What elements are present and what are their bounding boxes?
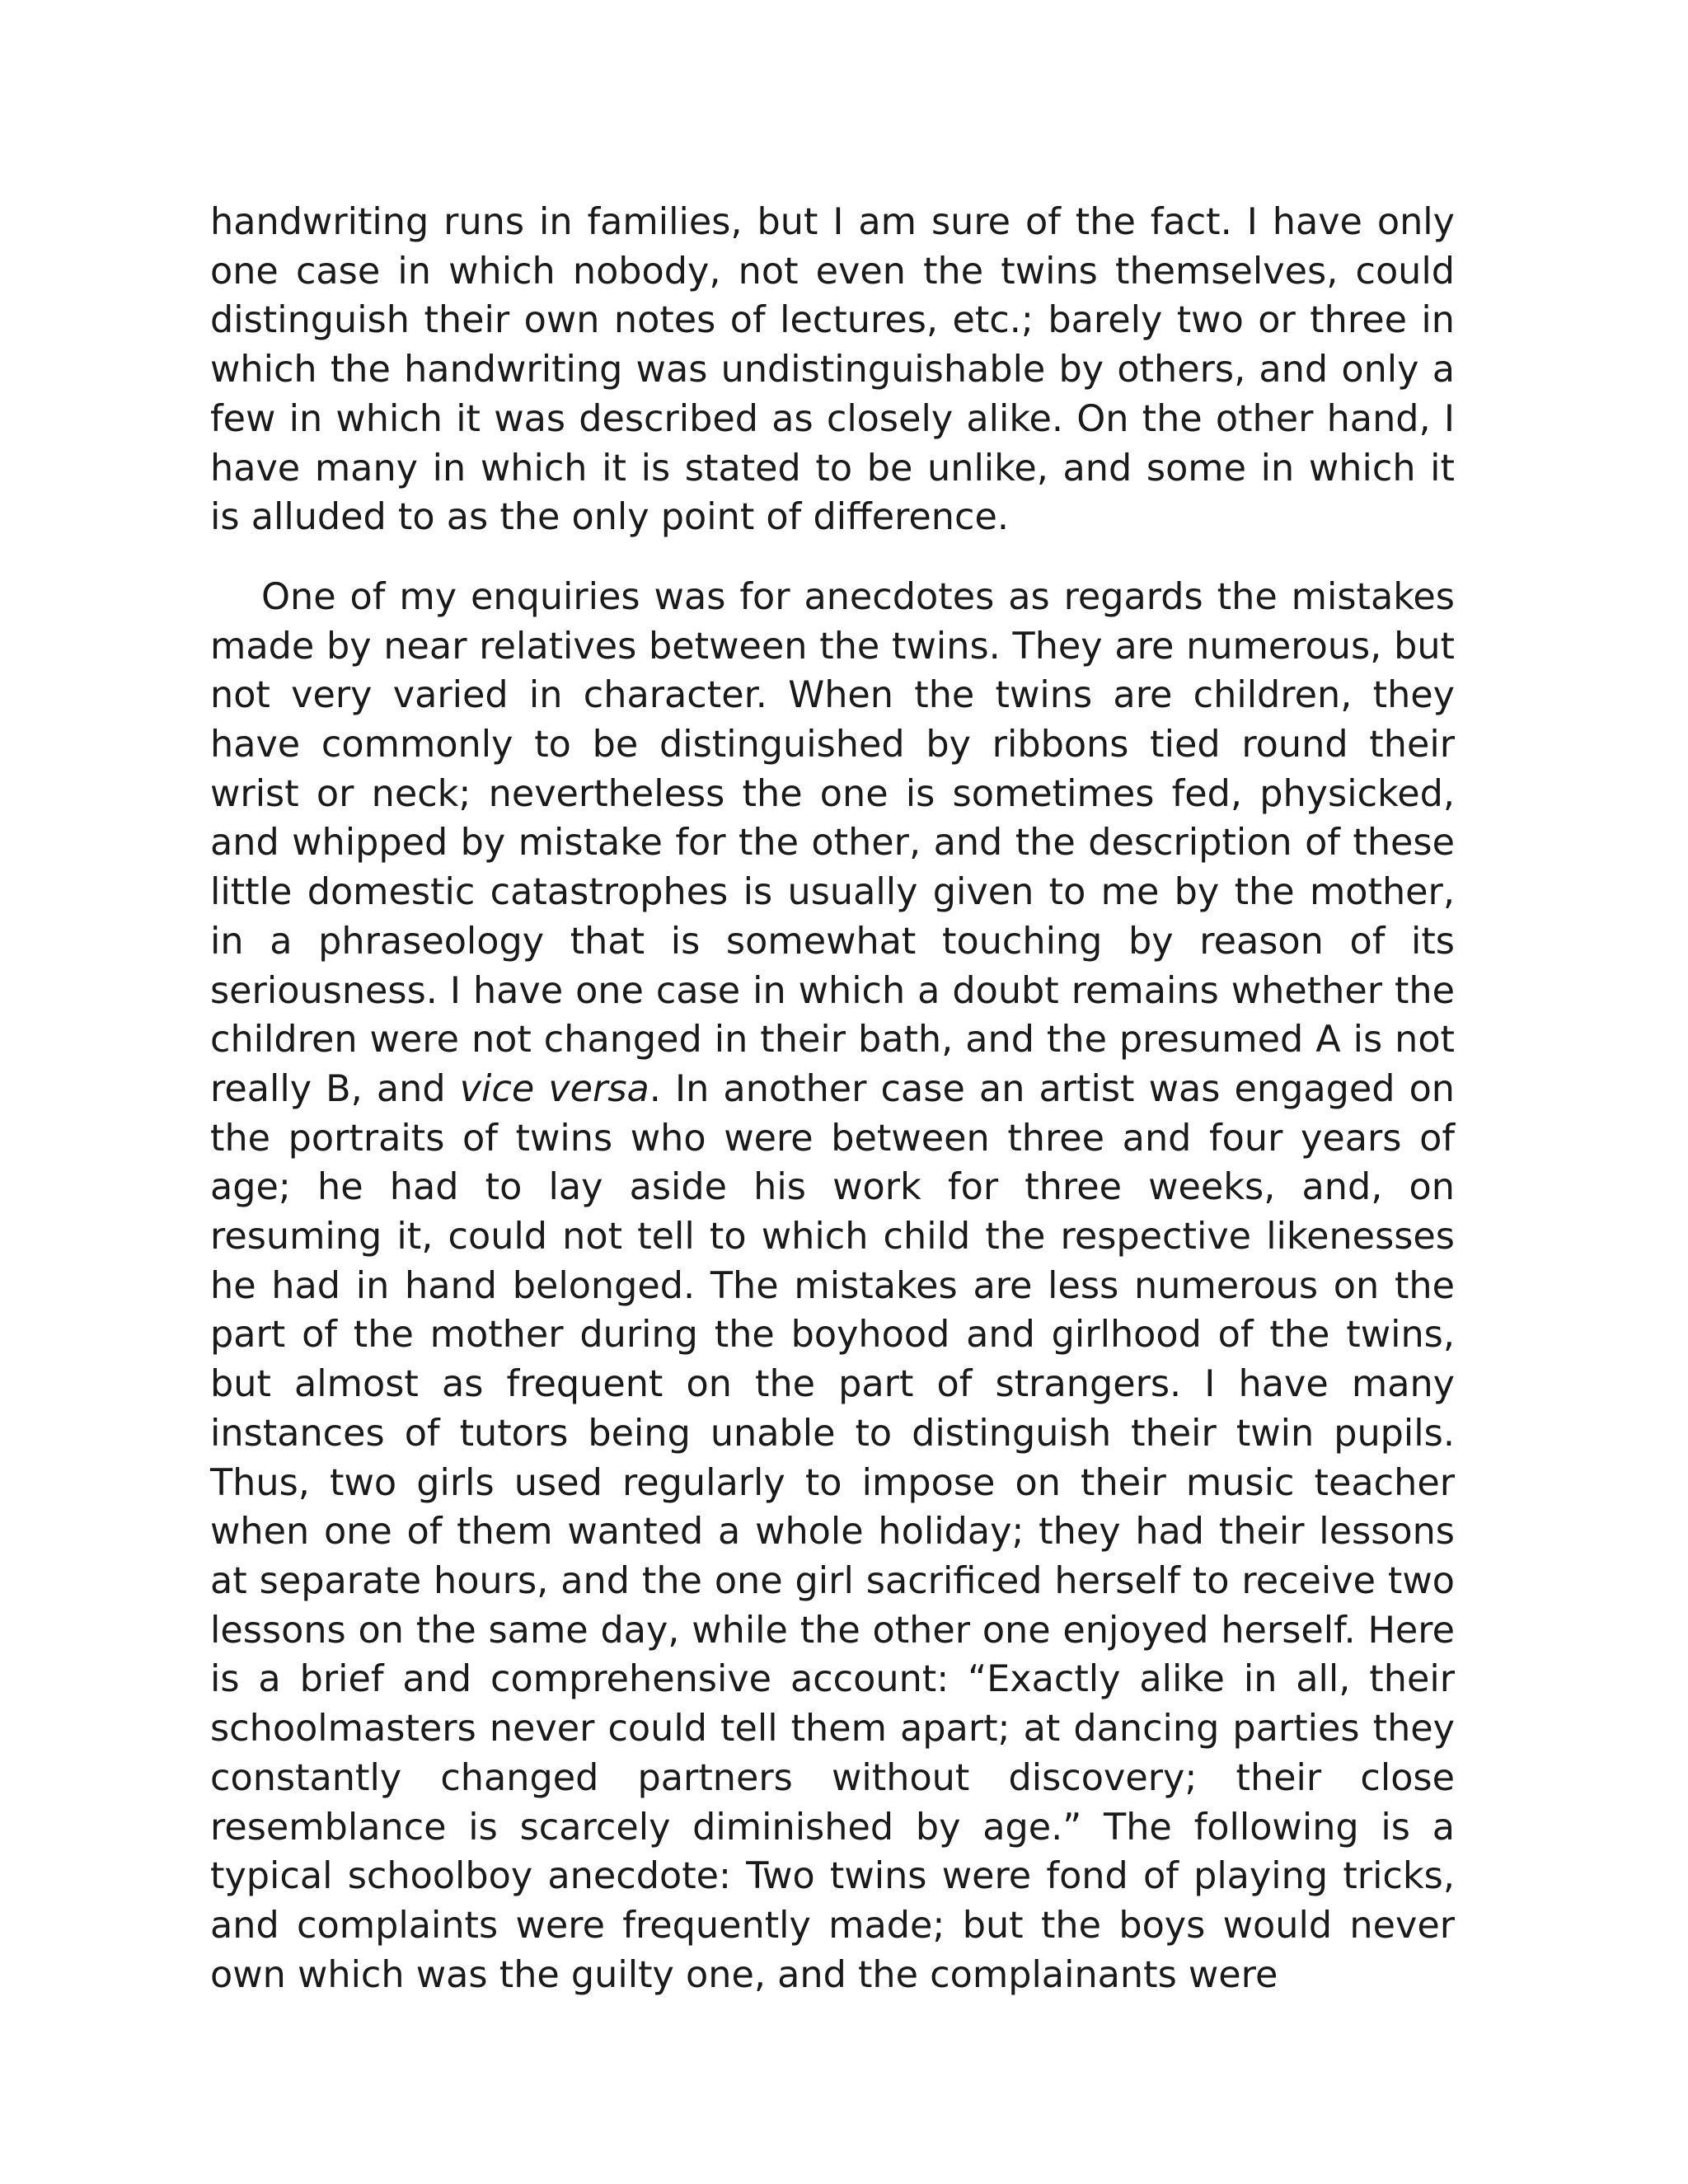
paragraph-text: . In another case an artist was engaged on the portraits of twins who were between three and four years of age; he had to lay aside his work for three weeks, and, on resuming it, could not tell to which child the respective likenesses he had in hand belonged. The mistakes are less numerous on the part of the mother during the boyhood and girlhood of the twins, but almost as frequent on the part of strangers. I have many instances of tutors being unable to distinguish their twin pupils. Thus, two girls used regularly to impose on their music teacher when one of them wanted a whole holiday; they had their lessons at separate hours, and the one girl sacrificed herself to receive two lessons on the same day, while the other one enjoyed herself. Here is a brief and comprehensive account: “Exactly alike in all, their schoolmasters never could tell them apart; at dancing parties they constantly changed partners without discovery; their close resemblance is scarcely diminished by age.” The following is a typical schoolboy anecdote: Two twins were fond of playing tricks, and complaints were frequently made; but the boys would never own which was the guilty one, and the complainants were bbox=[210, 1067, 1455, 1996]
italic-phrase: vice versa bbox=[459, 1067, 649, 1110]
paragraph-handwriting bbox=[210, 198, 1455, 542]
paragraph-text: handwriting runs in families, but I am sure of the fact. I have only one case in which nobody, not even the twins themselves, could distinguish their own notes of lectures, etc.; barely two or three in which the handwriting was undistinguishable by others, and only a few in which it was described as closely alike. On the other hand, I have many in which it is stated to be unlike, and some in which it is alluded to as the only point of difference. bbox=[210, 201, 1455, 539]
paragraph-anecdotes bbox=[210, 573, 1455, 1999]
body-text bbox=[210, 198, 1455, 1999]
paragraph-text: One of my enquiries was for anecdotes as regards the mistakes made by near relatives between the twins. They are numerous, but not very varied in character. When the twins are children, they have commonly to be distinguished by ribbons tied round their wrist or neck; nevertheless the one is sometimes fed, physicked, and whipped by mistake for the other, and the description of these little domestic catastrophes is usually given to me by the mother, in a phraseology that is somewhat touching by reason of its seriousness. I have one case in which a doubt remains whether the children were not changed in their bath, and the presumed A is not really B, and bbox=[210, 575, 1455, 1110]
